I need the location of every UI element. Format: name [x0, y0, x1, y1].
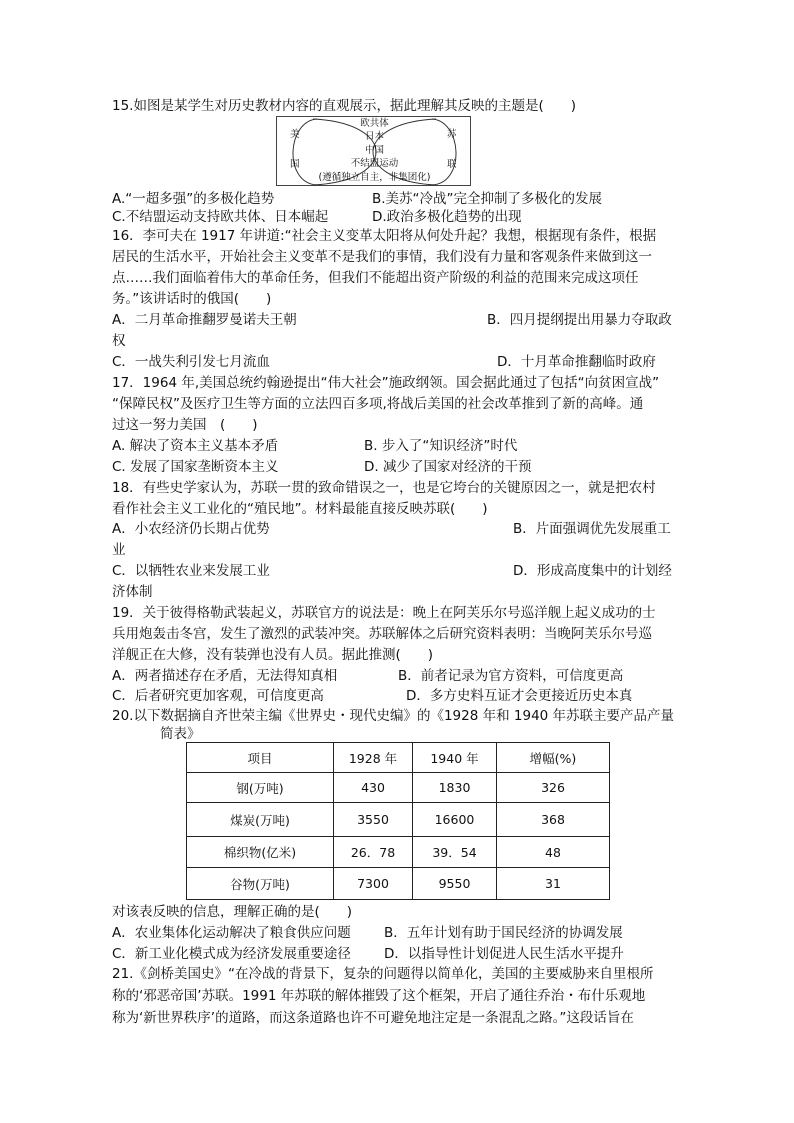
- table-cell: 26．78: [334, 837, 413, 868]
- q18-option-a[interactable]: A．小农经济仍长期占优势: [112, 521, 270, 537]
- table-cell: 钢(万吨): [187, 773, 334, 803]
- fig-left-label-2: 国: [290, 159, 300, 170]
- q17-option-d[interactable]: D. 减少了国家对经济的干预: [364, 459, 532, 475]
- fig-center-line-2: 日本: [364, 131, 384, 142]
- q18-option-d-cont[interactable]: 济体制: [112, 584, 153, 600]
- q21-line-3: 称为‘新世界秩序’的道路，而这条道路也许不可避免地注定是一条混乱之路。”这段话旨在: [112, 1010, 634, 1026]
- q20-line-1: 20.以下数据摘自齐世荣主编《世界史・现代史编》的《1928 年和 1940 年苏联主要产品产量: [112, 708, 675, 724]
- q16-line-4: 务。”该讲话时的俄国( ): [112, 291, 272, 307]
- q17-line-2: “保障民权”及医疗卫生等方面的立法四百多项,将战后美国的社会改革推到了新的高峰。通: [112, 396, 644, 412]
- q15-option-c[interactable]: C.不结盟运动支持欧共体、日本崛起: [112, 209, 329, 225]
- table-cell: 326: [497, 773, 610, 803]
- q21-line-2: 称的‘邪恶帝国’苏联。1991 年苏联的解体摧毁了这个框架，开启了通往乔治・布什乐观地: [112, 988, 646, 1004]
- q20-question: 对该表反映的信息，理解正确的是( ): [112, 904, 353, 920]
- q16-option-c[interactable]: C．一战失利引发七月流血: [112, 354, 270, 370]
- q16-option-b[interactable]: B．四月提纲提出用暴力夺取政: [487, 312, 672, 328]
- q15-stem: 15.如图是某学生对历史教材内容的直观展示，据此理解其反映的主题是( ): [112, 98, 577, 114]
- q18-option-c[interactable]: C．以牺牲农业来发展工业: [112, 563, 270, 579]
- table-cell: 7300: [334, 868, 413, 900]
- q15-option-d[interactable]: D.政治多极化趋势的出现: [372, 209, 522, 225]
- q16-line-2: 居民的生活水平，开始社会主义变革不是我们的事情，我们没有力量和客观条件来做到这一: [112, 249, 652, 265]
- q16-option-b-cont[interactable]: 权: [112, 333, 126, 349]
- q15-option-b[interactable]: B.美苏“冷战”完全抑制了多极化的发展: [372, 191, 603, 207]
- table-row: [187, 837, 610, 868]
- fig-center-line-3: 中国: [364, 145, 384, 156]
- table-header-cell: 项目: [187, 743, 334, 773]
- q15-figure: [276, 116, 471, 186]
- table-cell: 9550: [413, 868, 497, 900]
- table-cell: 棉织物(亿米): [187, 837, 334, 868]
- q15-option-a[interactable]: A.“一超多强”的多极化趋势: [112, 191, 275, 207]
- table-cell: 31: [497, 868, 610, 900]
- q17-option-b[interactable]: B. 步入了“知识经济”时代: [364, 438, 518, 454]
- fig-right-label-2: 联: [447, 159, 457, 170]
- q20-option-c[interactable]: C．新工业化模式成为经济发展重要途径: [112, 946, 351, 962]
- table-row: [187, 868, 610, 900]
- q20-option-a[interactable]: A．农业集体化运动解决了粮食供应问题: [112, 925, 351, 941]
- table-cell: 煤炭(万吨): [187, 803, 334, 837]
- table-cell: 48: [497, 837, 610, 868]
- q19-option-b[interactable]: B．前者记录为官方资料，可信度更高: [398, 668, 624, 684]
- q19-line-3: 洋舰正在大修，没有装弹也没有人员。据此推测( ): [112, 647, 434, 663]
- q19-line-2: 兵用炮轰击冬宫，发生了激烈的武装冲突。苏联解体之后研究资料表明：当晚阿芙乐尔号巡: [112, 626, 652, 642]
- table-header-row: [187, 743, 610, 773]
- table-cell: 谷物(万吨): [187, 868, 334, 900]
- table-row: [187, 773, 610, 803]
- q18-option-b[interactable]: B．片面强调优先发展重工: [513, 521, 671, 537]
- table-header-cell: 增幅(%): [497, 743, 610, 773]
- q16-option-a[interactable]: A．二月革命推翻罗曼诺夫王朝: [112, 312, 297, 328]
- table-cell: 430: [334, 773, 413, 803]
- table-header-cell: 1940 年: [413, 743, 497, 773]
- q18-line-1: 18．有些史学家认为，苏联一贯的致命错误之一，也是它垮台的关键原因之一，就是把农村: [112, 480, 656, 496]
- fig-left-label-1: 美: [290, 129, 300, 140]
- q21-line-1: 21.《剑桥美国史》“在冷战的背景下，复杂的问题得以简单化，美国的主要威胁来自里根所: [112, 966, 654, 982]
- q18-option-b-cont[interactable]: 业: [112, 542, 126, 558]
- table-cell: 39．54: [413, 837, 497, 868]
- q16-line-3: 点……我们面临着伟大的革命任务，但我们不能超出资产阶级的利益的范围来完成这项任: [112, 270, 639, 286]
- q20-option-d[interactable]: D．以指导性计划促进人民生活水平提升: [384, 946, 624, 962]
- q19-option-d[interactable]: D．多方史料互证才会更接近历史本真: [406, 688, 633, 704]
- q19-option-a[interactable]: A．两者描述存在矛盾，无法得知真相: [112, 668, 338, 684]
- q18-line-2: 看作社会主义工业化的“殖民地”。材料最能直接反映苏联( ): [112, 501, 488, 517]
- q19-line-1: 19．关于彼得格勒武装起义，苏联官方的说法是：晚上在阿芙乐尔号巡洋舰上起义成功的士: [112, 605, 656, 621]
- fig-center-line-4: 不结盟运动: [350, 158, 399, 169]
- table-cell: 16600: [413, 803, 497, 837]
- q19-option-c[interactable]: C．后者研究更加客观，可信度更高: [112, 688, 324, 704]
- q16-line-1: 16．李可夫在 1917 年讲道:“社会主义变革太阳将从何处升起？我想，根据现有条件，根据: [112, 228, 657, 244]
- table-row: [187, 803, 610, 837]
- q17-option-c[interactable]: C. 发展了国家垄断资本主义: [112, 459, 279, 475]
- q17-line-1: 17．1964 年,美国总统约翰逊提出“伟大社会”施政纲领。国会据此通过了包括“向贫困宣战”: [112, 375, 660, 391]
- production-table: [186, 742, 610, 900]
- table-cell: 1830: [413, 773, 497, 803]
- q16-option-d[interactable]: D．十月革命推翻临时政府: [497, 354, 656, 370]
- fig-right-label-1: 苏: [447, 129, 457, 140]
- q20-line-2: 简表》: [160, 726, 201, 742]
- fig-center-line-5: (遵循独立自主，非集团化): [318, 172, 431, 183]
- fig-center-line-1: 欧共体: [360, 118, 389, 129]
- table-cell: 3550: [334, 803, 413, 837]
- table-header-cell: 1928 年: [334, 743, 413, 773]
- table-cell: 368: [497, 803, 610, 837]
- q18-option-d[interactable]: D．形成高度集中的计划经: [513, 563, 672, 579]
- q17-line-3: 过这一努力美国 ( ): [112, 417, 258, 433]
- q17-option-a[interactable]: A. 解决了资本主义基本矛盾: [112, 438, 279, 454]
- q20-option-b[interactable]: B．五年计划有助于国民经济的协调发展: [384, 925, 623, 941]
